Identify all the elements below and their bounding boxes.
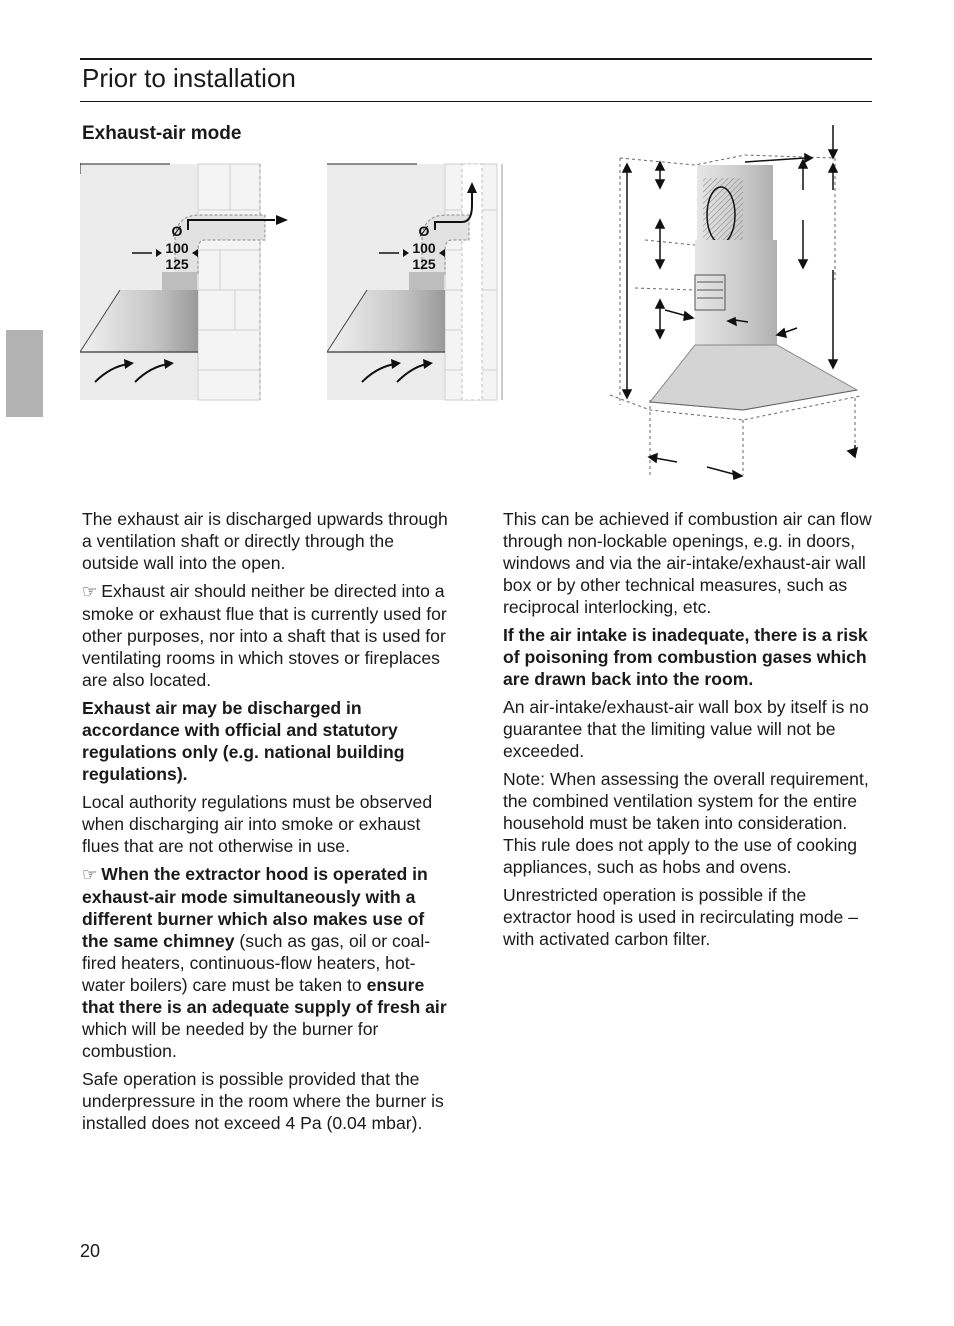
pointing-hand-icon: ☞ <box>82 865 98 884</box>
duct-diameter-small-label: 100 <box>412 240 436 256</box>
note-text: Exhaust air should neither be directed into a smoke or exhaust flue that is currently used for other purposes, nor into a shaft that is used for ventilating rooms in which stoves or fireplaces are also located. <box>82 581 447 690</box>
wall-exhaust-diagram <box>80 160 295 405</box>
paragraph: Unrestricted operation is possible if the extractor hood is used in recirculating mode – with activated carbon filter. <box>503 885 858 949</box>
duct-diameter-large-label: 125 <box>412 256 436 272</box>
paragraph: Safe operation is possible provided that the underpressure in the room where the burner is installed does not exceed 4 Pa (0.04 mbar). <box>82 1069 444 1133</box>
paragraph: This can be achieved if combustion air can flow through non-lockable openings, e.g. in doors, windows and via the air-intake/exhaust-air wall box or by other technical measures, such as reciprocal interlocking, etc. <box>503 509 872 617</box>
bold-text: ensure that there is an adequate supply of fresh air <box>82 975 447 1017</box>
paragraph: The exhaust air is discharged upwards through a ventilation shaft or directly through the outside wall into the open. <box>82 509 448 573</box>
note-text: which will be needed by the burner for combustion. <box>82 1019 379 1061</box>
left-text-column <box>82 508 454 1140</box>
warning-note <box>82 863 454 1062</box>
diameter-symbol: Ø <box>418 223 430 239</box>
paragraph: Note: When assessing the overall requirement, the combined ventilation system for the entire household must be taken into consideration. This rule does not apply to the use of cooking appliances, such as hobs and ovens. <box>503 769 869 877</box>
pointing-hand-icon: ☞ <box>82 582 98 601</box>
diameter-symbol: Ø <box>171 223 183 239</box>
duct-diameter-small-label: 100 <box>165 240 189 256</box>
header-top-rule <box>80 58 872 60</box>
page-number: 20 <box>80 1241 101 1261</box>
duct-diameter-large-label: 125 <box>165 256 189 272</box>
paragraph: Local authority regulations must be observed when discharging air into smoke or exhaust flues that are not otherwise in use. <box>82 792 433 856</box>
paragraph-bold <box>82 697 454 785</box>
bold-text: When the extractor hood is operated in exhaust-air mode simultaneously with a different burner which also makes use of the same chimney <box>82 864 428 951</box>
warning-note <box>82 580 454 691</box>
chapter-tab-marker <box>6 330 43 417</box>
page-title: Prior to installation <box>82 63 296 93</box>
section-heading: Exhaust-air mode <box>82 123 242 144</box>
header-bottom-rule <box>80 101 872 102</box>
paragraph-bold <box>503 624 875 690</box>
chimney-hood-dimension-diagram <box>605 120 870 482</box>
shaft-exhaust-diagram <box>327 160 512 405</box>
bold-statement: Exhaust air may be discharged in accordance with official and statutory regulations only (e.g. national building regulations). <box>82 698 405 784</box>
right-text-column <box>503 508 875 956</box>
paragraph: An air-intake/exhaust-air wall box by itself is no guarantee that the limiting value will not be exceeded. <box>503 697 869 761</box>
bold-warning: If the air intake is inadequate, there is a risk of poisoning from combustion gases which are drawn back into the room. <box>503 625 868 689</box>
note-text: (such as gas, oil or coal-fired heaters, continuous-flow heaters, hot-water boilers) care must be taken to <box>82 931 431 995</box>
